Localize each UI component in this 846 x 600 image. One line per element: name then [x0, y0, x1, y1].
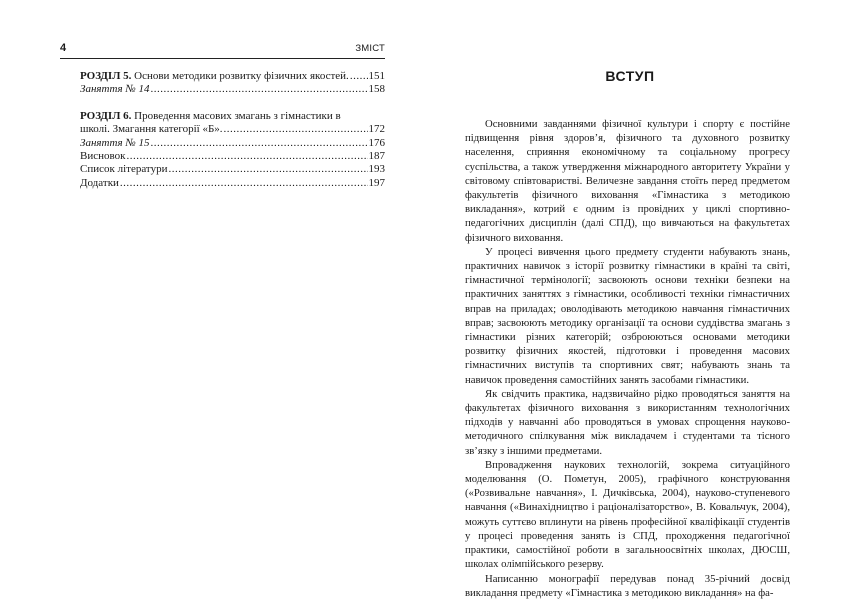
toc-page-number: 151 [368, 70, 385, 82]
toc-entry-title: Список літератури [80, 163, 168, 176]
toc-entry-title-continued: школі. Змагання категорії «Б». [80, 123, 223, 136]
toc-section-label: РОЗДІЛ 5. [80, 70, 132, 82]
toc-leader-dots [224, 123, 368, 136]
toc-leader-dots [120, 177, 368, 190]
toc-leader-dots [350, 70, 368, 83]
paragraph: Впровадження наукових технологій, зокрема ситуаційного моделювання (О. Пометун, 2005), графічного конструювання («Розвивальне навчання», І. Дичківська, 2004), науково-ступеневого навчання («Винахідництво і раціоналізаторство», В. Ковальчук, 2004), можуть суттєво вплинути на рівень професійної кваліфікації студентів у процесі проведення занять із СПД, проходження педагогічної практики, самостійної роботи в загальноосвітніх школах, ДЮСШ, школах олімпійського резерву. [465, 458, 790, 571]
toc-page-number: 158 [368, 83, 385, 96]
toc-entry-title: Проведення масових змагань з гімнастики в [131, 109, 341, 122]
toc-entry-title: Заняття № 14 [80, 83, 150, 96]
toc-page-number: 193 [368, 163, 385, 176]
toc-entry-section-5[interactable] [80, 70, 385, 83]
section-title: ВСТУП [605, 68, 655, 84]
toc-leader-dots [151, 83, 368, 96]
toc-entry-conclusions[interactable] [80, 150, 385, 163]
toc-section-label: РОЗДІЛ 6. [80, 109, 132, 122]
toc-entry-title: Заняття № 15 [80, 136, 150, 149]
toc-page-number: 197 [368, 176, 385, 189]
right-page [465, 40, 795, 599]
body-text [465, 117, 790, 600]
toc-page-number: 176 [368, 136, 385, 149]
toc-entry-title: Додатки [80, 176, 119, 189]
paragraph: У процесі вивчення цього предмету студенти набувають знань, практичних навичок з історії розвитку гімнастики в країні та світі, гімнастичної термінології; засвоюють основи техніки безпеки на практичних заняттях з гімнастики, особливості техніки гімнастичних вправ на приладах; оволодівають методикою навчання гімнастичних вправ; засвоюють методику організації та основи суддівства змагань з гімнастики різних категорій; озброюються основами методики розвитку фізичних якостей, підготовки і проведення масових гімнастичних виступів та спортивних свят; набувають знань та навичок проведення самостійних занять засобами гімнастики. [465, 245, 790, 386]
page-number: 4 [60, 42, 67, 54]
toc-entry-title: Основи методики розвитку фізичних якостей. [131, 70, 349, 82]
toc-entry-section-6[interactable] [80, 110, 385, 137]
toc-leader-dots [126, 150, 367, 163]
toc-entry-references[interactable] [80, 163, 385, 176]
toc-entry-lesson-15[interactable] [80, 137, 385, 150]
header-title: ЗМІСТ [355, 43, 385, 54]
page-header [60, 40, 385, 59]
toc-entry-lesson-14[interactable] [80, 83, 385, 96]
left-page [60, 40, 385, 580]
toc-page-number: 187 [368, 149, 385, 162]
table-of-contents [80, 70, 385, 190]
toc-entry-appendices[interactable] [80, 177, 385, 190]
toc-page-number: 172 [368, 123, 385, 136]
toc-leader-dots [151, 137, 368, 150]
toc-leader-dots [168, 163, 367, 176]
toc-entry-title: Висновок [80, 149, 126, 162]
paragraph: Як свідчить практика, надзвичайно рідко проводяться заняття на факультетах фізичного виховання з використанням технологічних підходів у навчанні або проводяться в умовах спрощення науково-методичного спілкування між викладачем і студентами та тісного зв’язку з іншими предметами. [465, 387, 790, 457]
paragraph: Написанню монографії передував понад 35-річний досвід викладання предмету «Гімнастика з методикою викладання» на фа- [465, 572, 790, 599]
paragraph: Основними завданнями фізичної культури і спорту є постійне підвищення рівня здоров’я, фізичного та духовного розвитку населення, сприяння економічному та соціальному прогресу суспільства, а також утвердження міжнародного авторитету України у світовому співтоваристві. Величезне завдання стоїть перед предметом факультетів фізичного виховання «Гімнастика з методикою викладання», котрий є одним із провідних у циклі спортивно-педагогічних дисциплін (далі СПД), що вивчаються на факультетах фізичного виховання. [465, 118, 790, 244]
